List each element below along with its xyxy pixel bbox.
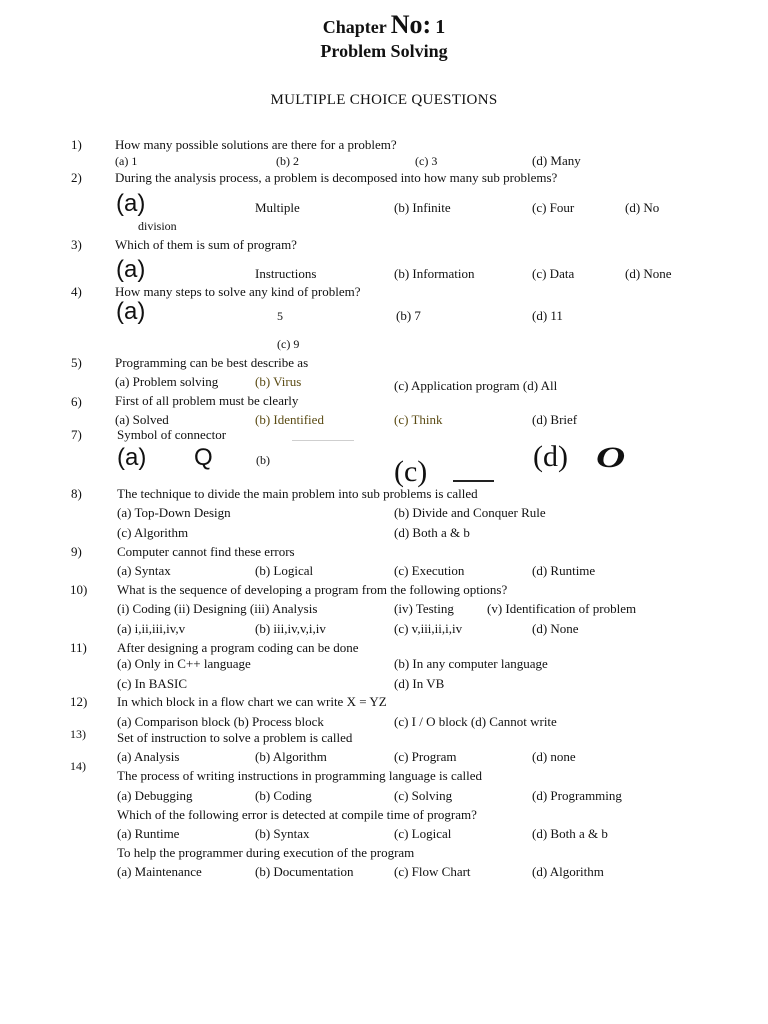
question-text: How many possible solutions are there for a problem?: [115, 137, 397, 152]
question-text: The technique to divide the main problem into sub problems is called: [117, 486, 478, 501]
option-a-label: (a): [116, 298, 146, 325]
option-c: (c) Four: [532, 200, 575, 215]
option-a: (a) Runtime: [117, 826, 180, 841]
option-d: (d) None: [532, 621, 579, 636]
option-a: (a) Solved: [115, 412, 169, 427]
question-number: 11): [70, 640, 87, 655]
question-number: 2): [71, 170, 82, 185]
question-text: Programming can be best describe as: [115, 355, 309, 370]
question-text: Which of the following error is detected at compile time of program?: [117, 807, 477, 822]
option-d: (d) No: [625, 200, 660, 215]
option-c: (c) Flow Chart: [394, 864, 471, 879]
option-c-d: (c) Application program (d) All: [394, 378, 558, 393]
question-number: 3): [71, 237, 82, 252]
option-d: (d) None: [625, 266, 672, 281]
option-b: (b) In any computer language: [394, 656, 548, 671]
question-number: 4): [71, 284, 82, 299]
option-c: (c) In BASIC: [117, 676, 188, 691]
question-number: 1): [71, 137, 82, 152]
option-a: (a) Only in C++ language: [117, 656, 251, 671]
question-text: After designing a program coding can be done: [117, 640, 359, 655]
option-b: (b) Identified: [255, 412, 324, 427]
option-d: (d) Both a & b: [394, 525, 470, 540]
option-c: (c) Logical: [394, 826, 452, 841]
option-c: (c) Execution: [394, 563, 465, 578]
question-text: In which block in a flow chart we can write X = YZ: [117, 694, 387, 709]
option-d: (d) Programming: [532, 788, 622, 803]
option-a-b: (a) Comparison block (b) Process block: [117, 714, 324, 729]
option-b: (b) Coding: [255, 788, 312, 803]
question-text: The process of writing instructions in programming language is called: [117, 768, 482, 783]
option-d: (d) Both a & b: [532, 826, 608, 841]
option-b: (b) Logical: [255, 563, 314, 578]
option-b: (b) Algorithm: [255, 749, 327, 764]
sequence-options-2: (iv) Testing: [394, 601, 454, 616]
divider-line: [292, 440, 354, 441]
option-c-d: (c) I / O block (d) Cannot write: [394, 714, 557, 729]
chapter-word: Chapter: [322, 17, 387, 37]
option-a: Multiple: [255, 200, 300, 215]
answer-blank: [453, 480, 494, 482]
option-a: (a) Top-Down Design: [117, 505, 231, 520]
option-b: (b) 2: [276, 154, 299, 168]
option-a: (a) Debugging: [117, 788, 193, 803]
option-a: 5: [277, 309, 283, 323]
option-c: (c) Solving: [394, 788, 453, 803]
question-text: Which of them is sum of program?: [115, 237, 297, 252]
option-b: (b) Documentation: [255, 864, 354, 879]
option-c: (c) Program: [394, 749, 457, 764]
question-text: Set of instruction to solve a problem is called: [117, 730, 353, 745]
option-c: (c) Algorithm: [117, 525, 189, 540]
question-number: 14): [70, 759, 86, 773]
section-title: MULTIPLE CHOICE QUESTIONS: [270, 92, 498, 108]
question-number: 10): [70, 582, 88, 597]
question-number: 9): [71, 544, 82, 559]
option-b: (b) iii,iv,v,i,iv: [255, 621, 326, 636]
option-d: (d) In VB: [394, 676, 445, 691]
option-b: (b) Divide and Conquer Rule: [394, 505, 546, 520]
option-c: (c) Data: [532, 266, 575, 281]
option-c-label: (c): [394, 455, 428, 488]
option-a: Instructions: [255, 266, 317, 281]
option-c: (c) v,iii,ii,i,iv: [394, 621, 463, 636]
question-number: 8): [71, 486, 82, 501]
question-text: During the analysis process, a problem is decomposed into how many sub problems?: [115, 170, 558, 185]
question-text: First of all problem must be clearly: [115, 393, 299, 408]
option-d: (d) Runtime: [532, 563, 596, 578]
option-d-continued: division: [138, 219, 177, 233]
option-c: (c) 9: [277, 337, 300, 351]
option-a: (a) i,ii,iii,iv,v: [117, 621, 186, 636]
option-a: (a) Syntax: [117, 563, 171, 578]
question-text: To help the programmer during execution of the program: [117, 845, 415, 860]
option-d-label: (d): [533, 440, 568, 473]
question-text: Computer cannot find these errors: [117, 544, 295, 559]
option-a-label: (a): [117, 444, 147, 471]
option-d: (d) Algorithm: [532, 864, 604, 879]
option-b: (b) Virus: [255, 374, 302, 389]
question-number: 7): [71, 427, 82, 442]
question-text: What is the sequence of developing a program from the following options?: [117, 582, 508, 597]
question-number: 13): [70, 727, 86, 741]
option-c: (c) Think: [394, 412, 443, 427]
question-number: 5): [71, 355, 82, 370]
connector-symbol-q: Q: [194, 444, 213, 471]
chapter-no: No:: [390, 10, 432, 39]
option-d: (d) Brief: [532, 412, 578, 427]
option-a: (a) Maintenance: [117, 864, 202, 879]
option-d: (d) none: [532, 749, 576, 764]
option-b: (b) Information: [394, 266, 475, 281]
option-d: (d) 11: [532, 308, 563, 323]
sequence-options-3: (v) Identification of problem: [487, 601, 637, 616]
chapter-title: Problem Solving: [320, 41, 448, 61]
option-a-label: (a): [116, 190, 146, 217]
option-a: (a) Problem solving: [115, 374, 219, 389]
sequence-options-1: (i) Coding (ii) Designing (iii) Analysis: [117, 601, 318, 616]
option-b: (b) 7: [396, 308, 421, 323]
connector-symbol-o: O: [596, 441, 626, 474]
option-c: (c) 3: [415, 154, 438, 168]
option-a: (a) 1: [115, 154, 138, 168]
question-text: Symbol of connector: [117, 427, 227, 442]
option-b: (b): [256, 453, 270, 467]
question-text: How many steps to solve any kind of problem?: [115, 284, 361, 299]
option-b: (b) Infinite: [394, 200, 451, 215]
question-number: 12): [70, 694, 88, 709]
question-number: 6): [71, 394, 82, 409]
chapter-number: 1: [435, 16, 446, 38]
option-d: (d) Many: [532, 153, 581, 168]
option-a-label: (a): [116, 256, 146, 283]
chapter-heading: [0, 8, 768, 42]
option-a: (a) Analysis: [117, 749, 180, 764]
option-b: (b) Syntax: [255, 826, 310, 841]
